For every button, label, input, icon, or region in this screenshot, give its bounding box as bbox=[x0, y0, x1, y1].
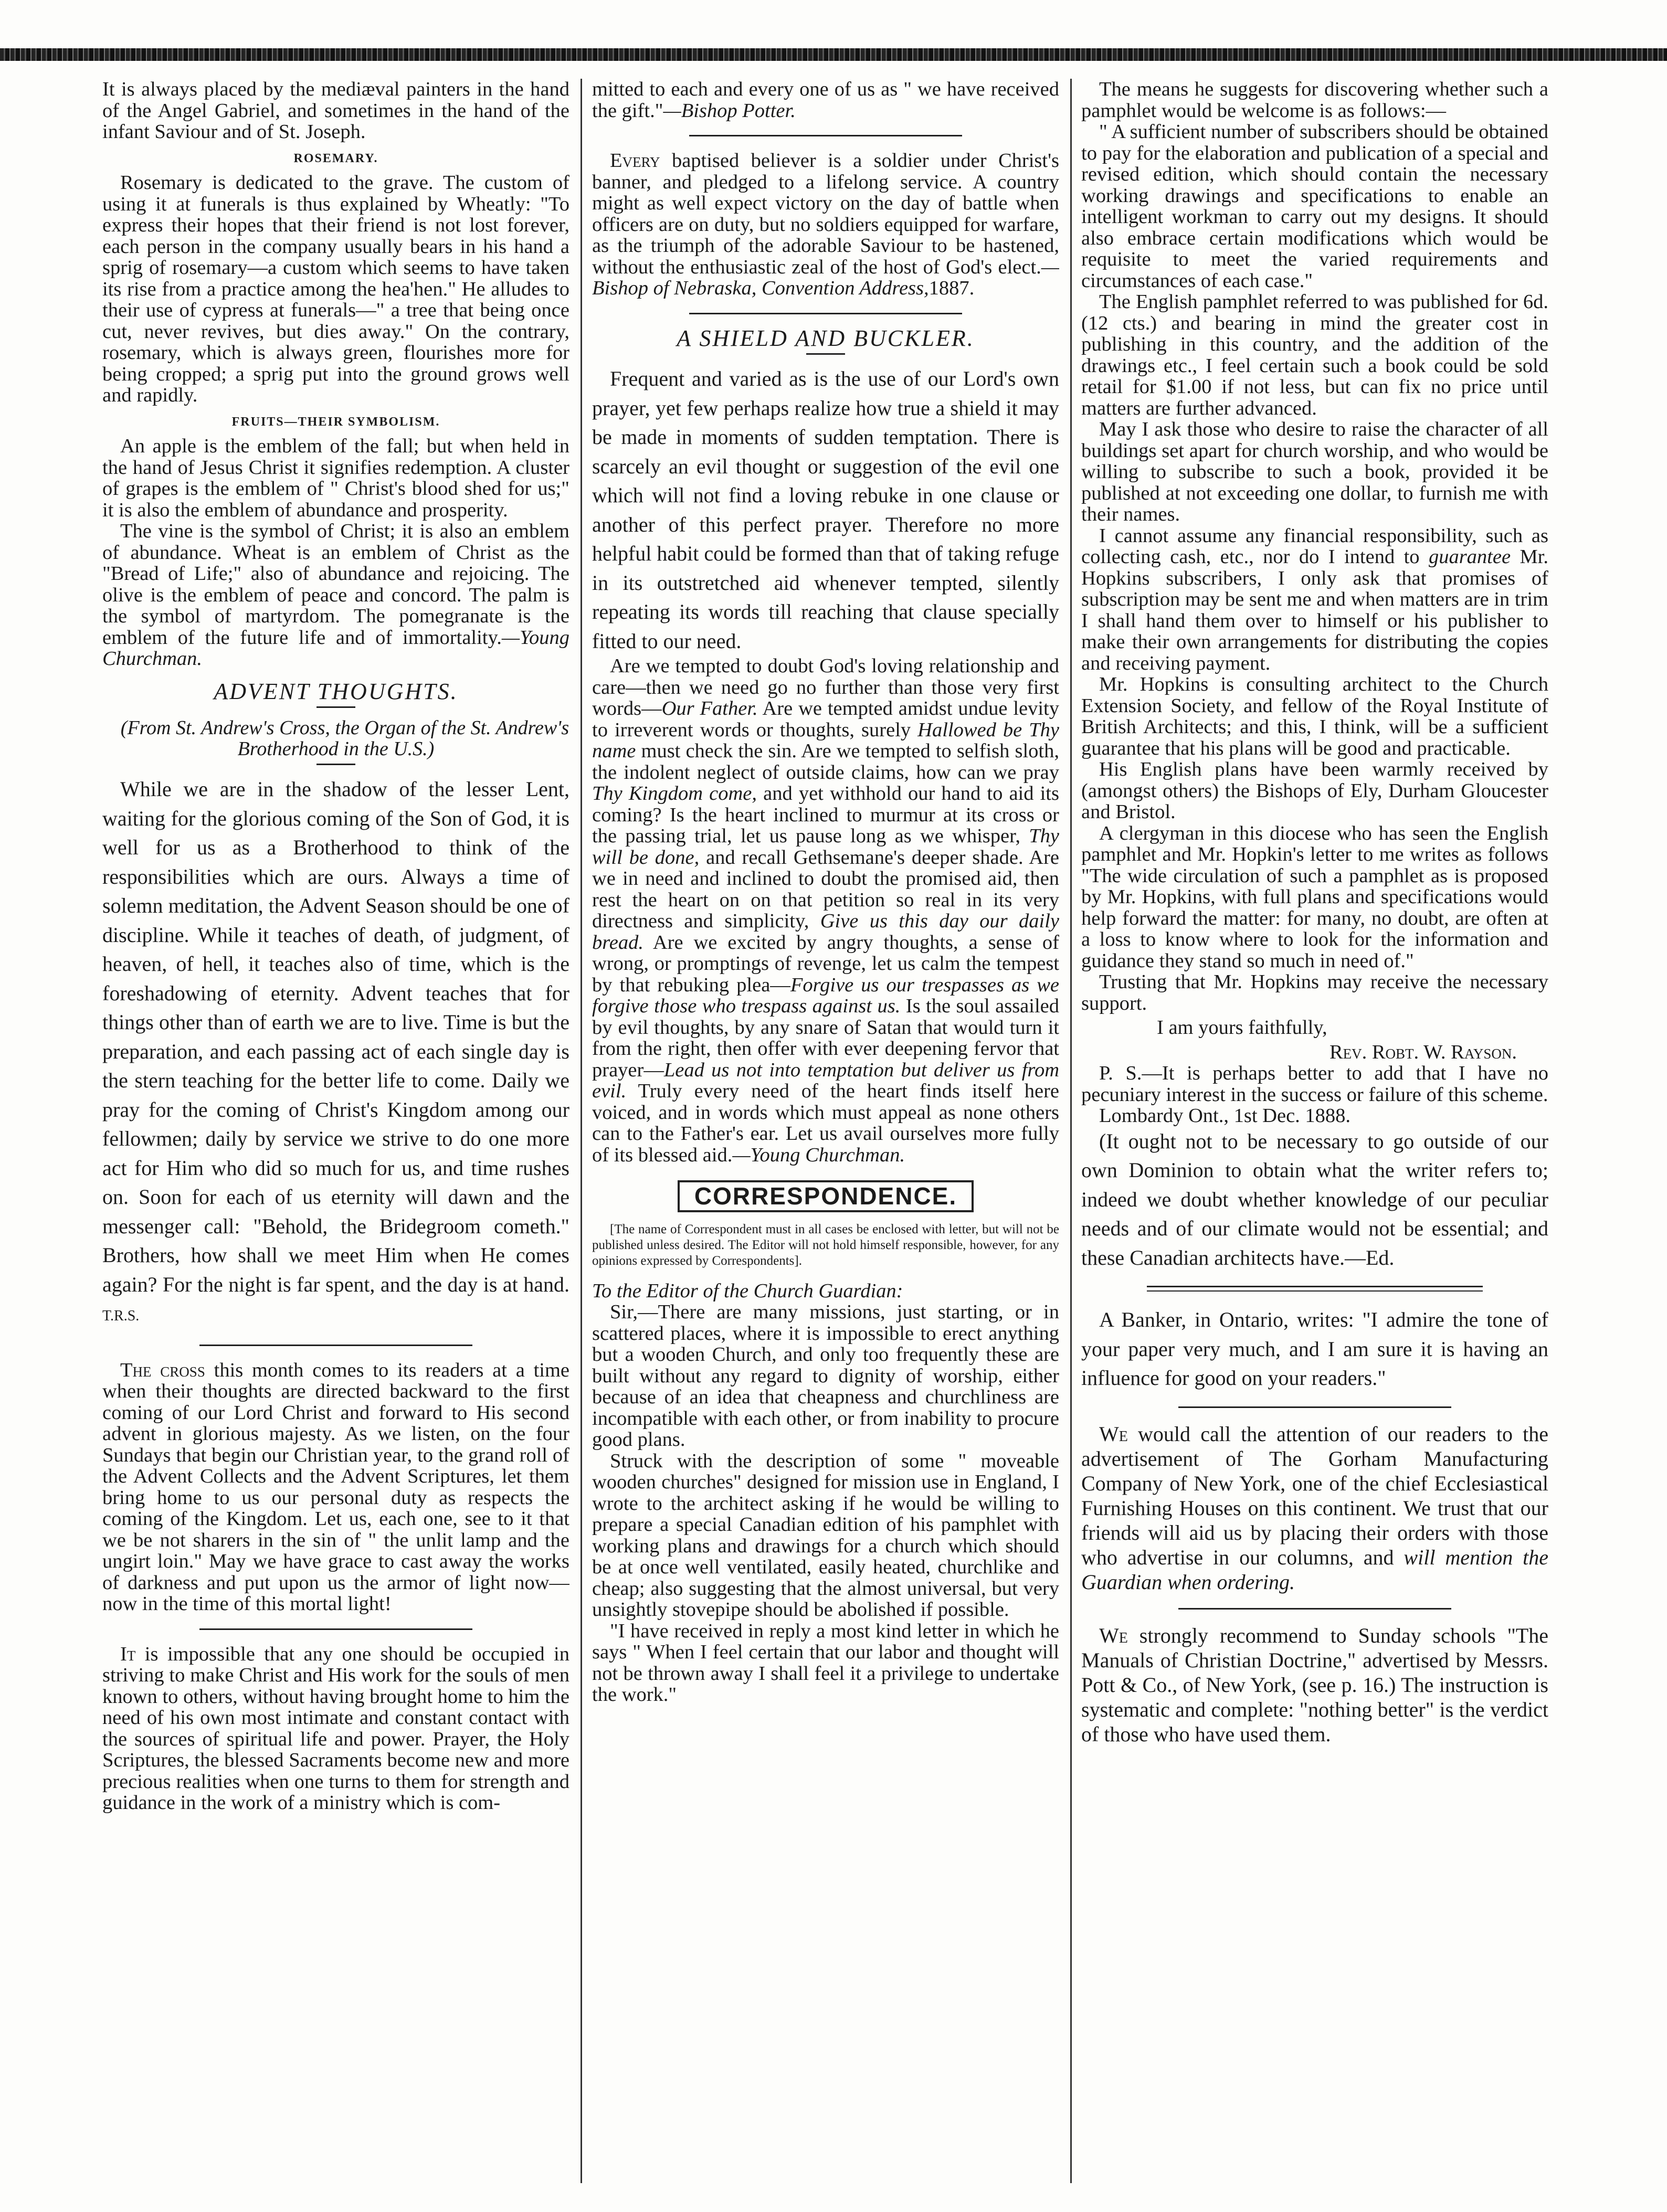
paragraph-mitted bbox=[592, 79, 1059, 121]
vine-text: The vine is the symbol of Christ; it is also an emblem of abundance. Wheat is an emblem of Christ as the "Bread of Life;" also of abundance and rejoicing. The olive is the emblem of peace and concord. The palm is the symbol of martyrdom. The pomegranate is the emblem of the future life and of immortality. bbox=[102, 520, 569, 649]
tempted-italic: Give us this day our daily bread. bbox=[592, 910, 1059, 954]
paragraph-cannot bbox=[1081, 525, 1548, 674]
paragraph-banker: A Banker, in Ontario, writes: "I admire the tone of your paper very much, and I am sure it is having an influence for good on your readers." bbox=[1081, 1308, 1548, 1390]
tempted-text: and recall Gethsemane's deeper shade. Are we in need and inclined to doubt the promised aid, then rest the heart on on that petition so real in its very directness and simplicity, bbox=[592, 846, 1059, 932]
heading-rosemary: ROSEMARY. bbox=[293, 151, 378, 165]
heading-shield-buckler: A SHIELD AND BUCKLER. bbox=[677, 325, 975, 351]
gorham-italic: will mention the Guardian when ordering. bbox=[1081, 1545, 1548, 1594]
tempted-text: Are we excited by angry thoughts, a sense of wrong, or promptings of revenge, let us calm the tempest by that rebuking plea— bbox=[592, 931, 1059, 996]
divider bbox=[1147, 1286, 1483, 1292]
advent-source-note: (From St. Andrew's Cross, the Organ of the St. Andrew's Brotherhood in the U.S.) bbox=[120, 717, 569, 760]
manuals-text: strongly recommend to Sunday schools "The Manuals of Christian Doctrine," advertised by Messrs. Pott & Co., of New York, (see p. 16.) The instruction is systematic and complete: "nothing better" is the verdict of those who have used them. bbox=[1081, 1623, 1548, 1746]
paragraph-gorham bbox=[1081, 1422, 1548, 1594]
divider bbox=[199, 1628, 472, 1630]
paragraph-means: The means he suggests for discovering whether such a pamphlet would be welcome is as follows:— bbox=[1081, 79, 1548, 122]
divider bbox=[199, 1345, 472, 1346]
paragraph-struck: Struck with the description of some " moveable wooden churches" designed for mission use in England, I wrote to the architect asking if he would be willing to prepare a special Canadian edition of his pamphlet with working plans and drawings for a church which should be at once well ventilated, easily heated, churchlike and cheap; also suggesting that the almost universal, but very unsightly stovepipe should be abolished if possible. bbox=[592, 1449, 1059, 1621]
paragraph-sufficient: " A sufficient number of subscribers should be obtained to pay for the elaboration and publication of a special and revised edition, which should contain the necessary working drawings and specifications to enable an intelligent workman to carry out my designs. It should also embrace certain modifications which would be requisite to meet the varied requirements and circumstances of each case." bbox=[1081, 121, 1548, 292]
advent-signature: T.R.S. bbox=[102, 1308, 140, 1324]
paragraph-received: "I have received in reply a most kind letter in which he says " When I feel certain that our labor and thought will not be thrown away I shall feel it a privilege to undertake the work." bbox=[592, 1620, 1059, 1706]
cannot-italic: guarantee bbox=[1428, 546, 1511, 568]
divider bbox=[689, 135, 962, 136]
paragraph-trusting: Trusting that Mr. Hopkins may receive the necessary support. bbox=[1081, 971, 1548, 1014]
tempted-italic: Thy will be done, bbox=[592, 825, 1059, 869]
paragraph-plans: His English plans have been warmly received by (amongst others) the Bishops of Ely, Durham Gloucester and Bristol. bbox=[1081, 758, 1548, 823]
paragraph-manuals bbox=[1081, 1623, 1548, 1747]
divider bbox=[316, 706, 355, 708]
tempted-italic: Forgive us our trespasses as we forgive those who trespass against us. bbox=[592, 973, 1059, 1017]
every-lead: Every bbox=[610, 150, 660, 172]
gorham-text: would call the attention of our readers to the advertisement of The Gorham Manufacturing Company of New York, one of the chief Ecclesiastical Furnishing Houses on this continent. We trust that our friends will aid us by placing their orders with those who advertise in our columns, and bbox=[1081, 1422, 1548, 1569]
column-1 bbox=[102, 79, 569, 2183]
paragraph-impossible bbox=[102, 1644, 569, 1814]
column-2 bbox=[592, 79, 1059, 2183]
paragraph-st-joseph: It is always placed by the mediæval painters in the hand of the Angel Gabriel, and sometimes in the hand of the infant Saviour and of St. Joseph. bbox=[102, 79, 569, 143]
paragraph-vine bbox=[102, 521, 569, 670]
paragraph-may-i: May I ask those who desire to raise the character of all buildings set apart for church worship, and who would be willing to subscribe to such a book, provided it be published at not exceeding one dollar, to furnish me with their names. bbox=[1081, 418, 1548, 525]
paragraph-editor-note: (It ought not to be necessary to go outside of our own Dominion to obtain what the writer refers to; indeed we doubt whether knowledge of our peculiar needs and of our climate would not be essential; and these Canadian architects have.—Ed. bbox=[1081, 1129, 1548, 1269]
tempted-text: must check the sin. Are we tempted to selfish sloth, the indolent neglect of outside claims, how can we pray bbox=[592, 740, 1059, 784]
divider bbox=[689, 313, 962, 314]
paragraph-clergyman: A clergyman in this diocese who has seen the English pamphlet and Mr. Hopkin's letter to me writes as follows "The wide circulation of such a pamphlet as is proposed by Mr. Hopkins, with full plans and specifications would help forward the matter: for many, no doubt, are often at a loss to know where to look for the information and guidance they stand so much in need of." bbox=[1081, 822, 1548, 972]
heading-correspondence: CORRESPONDENCE. bbox=[678, 1180, 974, 1212]
advent-text: While we are in the shadow of the lesser Lent, waiting for the glorious coming of the Son of God, it is well for us as a Brotherhood to think of the responsibilities which are ours. Always a time of solemn meditation, the Advent Season should be one of discipline. While it teaches of death, of judgment, of heaven, of hell, it teaches also of time, which is the foreshadowing of eternity. Advent teaches that for things other than of earth we are to live. Time is but the preparation, and each passing act of each single day is the stern teaching for the better life to come. Daily we pray for the coming of Christ's Kingdom among our fellowmen; daily by service we strive to do one more act for Him who did so much for us, and time rushes on. Soon for each of us eternity will dawn and the messenger call: "Behold, the Bridegroom cometh." Brothers, how shall we meet Him when He comes again? For the night is far spent, and the day is at hand. bbox=[102, 777, 569, 1296]
divider bbox=[1178, 1406, 1451, 1408]
paragraph-ps: P. S.—It is perhaps better to add that I have no pecuniary interest in the success or failure of this scheme. bbox=[1081, 1062, 1548, 1106]
paragraph-rosemary: Rosemary is dedicated to the grave. The custom of using it at funerals is thus explained by Wheatly: "To express their hopes that their friend is not lost forever, each person in the company usually bears in his hand a sprig of rosemary—a custom which seems to have taken its rise from a practice among the hea'hen." He alludes to their use of cypress at funerals—" a tree that being once cut, never revives, but dies away." On the contrary, rosemary, which is always green, flourishes more for being cropped; a sprig put into the ground grows well and rapidly. bbox=[102, 172, 569, 406]
signature-rayson: Rev. Robt. W. Rayson. bbox=[1329, 1041, 1517, 1063]
cannot-text: Mr. Hopkins subscribers, I only ask that promises of subscription may be sent me and when matters are in trim I shall hand them over to himself or his publisher to make their own arrangements for distributing the copies and receiving payment. bbox=[1081, 546, 1548, 674]
paragraph-english-pamphlet: The English pamphlet referred to was published for 6d. (12 cts.) and bearing in mind the greater cost in publishing in this country, and the addition of the drawings etc., I feel certain such a book could be sold retail for $1.00 if not less, but can fix no price until matters are further advanced. bbox=[1081, 291, 1548, 419]
paragraph-sir: Sir,—There are many missions, just starting, or in scattered places, where it is impossible to erect anything but a wooden Church, and only too frequently these are built without any regard to dignity of worship, either because of an idea that cheapness and churchliness are incompatible with each other, or from inability to procure good plans. bbox=[592, 1301, 1059, 1451]
tempted-italic: Thy Kingdom come, bbox=[592, 782, 757, 805]
tempted-italic: Our Father. bbox=[661, 697, 758, 719]
manuals-lead: We bbox=[1099, 1623, 1128, 1647]
every-source: —Bishop of Nebraska, Convention Address, bbox=[592, 256, 1059, 299]
tempted-source: —Young Churchman. bbox=[732, 1144, 905, 1166]
cannot-text: I cannot assume any financial responsibility, such as collecting cash, etc., nor do I intend to bbox=[1081, 524, 1548, 568]
column-rule bbox=[1070, 79, 1072, 2183]
correspondence-note: [The name of Correspondent must in all cases be enclosed with letter, but will not be published unless desired. The Editor will not hold himself responsible, however, for any opinions expressed by Correspondents]. bbox=[592, 1222, 1059, 1268]
divider bbox=[806, 353, 845, 355]
paragraph-cross bbox=[102, 1360, 569, 1615]
column-rule bbox=[581, 79, 582, 2183]
dateline: Lombardy Ont., 1st Dec. 1888. bbox=[1099, 1105, 1351, 1127]
tempted-text: Are we tempted to doubt God's loving relationship and care—then we need go no further than those very first words— bbox=[592, 655, 1059, 719]
column-3 bbox=[1081, 79, 1548, 2183]
cross-lead: The cross bbox=[120, 1359, 205, 1381]
impossible-text: is impossible that any one should be occupied in striving to make Christ and His work for the souls of men known to others, without having brought home to him the need of his own most intimate and constant contact with the sources of spiritual life and power. Prayer, the Holy Scriptures, the blessed Sacraments become new and more precious realities when one turns to them for strength and guidance in the work of a ministry which is com- bbox=[102, 1643, 569, 1814]
heading-fruits: FRUITS—THEIR SYMBOLISM. bbox=[231, 415, 440, 429]
to-the-editor bbox=[592, 1280, 1059, 1302]
cross-text: this month comes to its readers at a time when their thoughts are directed backward to the first coming of our Lord Christ and forward to His second advent in glorious majesty. As we listen, on the four Sundays that begin our Christian year, to the grand roll of the Advent Collects and the Advent Scriptures, let them bring home to us our personal duty as respects the coming of the Kingdom. Let us, each one, see to it that we be not sharers in the sin of " the unlit lamp and the ungirt loin." May we have grace to cast away the works of darkness and put upon us the armor of light now—now in the time of this mortal light! bbox=[102, 1359, 569, 1615]
heading-advent-thoughts: ADVENT THOUGHTS. bbox=[214, 678, 458, 704]
paragraph-advent bbox=[102, 775, 569, 1331]
mitted-source: —Bishop Potter. bbox=[663, 99, 796, 122]
paragraph-tempted bbox=[592, 655, 1059, 1166]
to-editor-text: To the Editor of the Church Guardian: bbox=[592, 1279, 903, 1302]
paragraph-frequent: Frequent and varied as is the use of our Lord's own prayer, yet few perhaps realize how true a shield it may be made in moments of sudden temptation. There is scarcely an evil thought or suggestion of the evil one which will not find a loving rebuke in one clause or another of this perfect prayer. Therefore no more helpful habit could be formed than that of taking refuge in its outstretched aid whenever tempted, silently repeating its words till reaching that clause specially fitted to our need. bbox=[592, 367, 1059, 653]
tempted-italic: Lead us not into temptation but deliver us from evil. bbox=[592, 1059, 1059, 1102]
tempted-text: Is the soul assailed by evil thoughts, by any snare of Satan that would turn it from the right, then offer with ever deepening fervor that prayer— bbox=[592, 995, 1059, 1081]
paragraph-apple: An apple is the emblem of the fall; but when held in the hand of Jesus Christ it signifies redemption. A cluster of grapes is the emblem of " Christ's blood shed for us;" it is also the emblem of abundance and prosperity. bbox=[102, 435, 569, 521]
divider bbox=[1178, 1608, 1451, 1610]
tempted-italic: Hallowed be Thy name bbox=[592, 718, 1059, 762]
every-text: baptised believer is a soldier under Christ's banner, and pledged to a lifelong service. A country might as well expect victory on the day of battle when officers are on duty, but no soldiers equipped for warfare, as the triumph of the adorable Saviour to be hastened, without the enthusiastic zeal of the host of God's elect. bbox=[592, 150, 1059, 278]
tempted-text: and yet withhold our hand to aid its coming? Is the heart inclined to murmur at its cross or the passing trial, let us pause long as we whisper, bbox=[592, 782, 1059, 847]
divider bbox=[316, 764, 355, 765]
mitted-text: mitted to each and every one of us as " we have received the gift." bbox=[592, 79, 1059, 122]
paragraph-every bbox=[592, 150, 1059, 299]
scanned-top-edge bbox=[0, 48, 1667, 61]
every-year: 1887. bbox=[929, 277, 975, 299]
tempted-text: Are we tempted amidst undue levity to irreverent words or thoughts, surely bbox=[592, 697, 1059, 741]
closing: I am yours faithfully, bbox=[1157, 1017, 1327, 1039]
tempted-text: Truly every need of the heart finds itself here voiced, and in words which must appeal as none others can to the Father's ear. Let us avail ourselves more fully of its blessed aid. bbox=[592, 1080, 1059, 1166]
paragraph-hopkins: Mr. Hopkins is consulting architect to the Church Extension Society, and fellow of the Royal Institute of British Architects; and this, I think, will be a sufficient guarantee that his plans will be good and practicable. bbox=[1081, 673, 1548, 759]
impossible-lead: It bbox=[120, 1643, 136, 1665]
vine-source: —Young Churchman. bbox=[102, 626, 569, 670]
gorham-lead: We bbox=[1099, 1422, 1128, 1446]
